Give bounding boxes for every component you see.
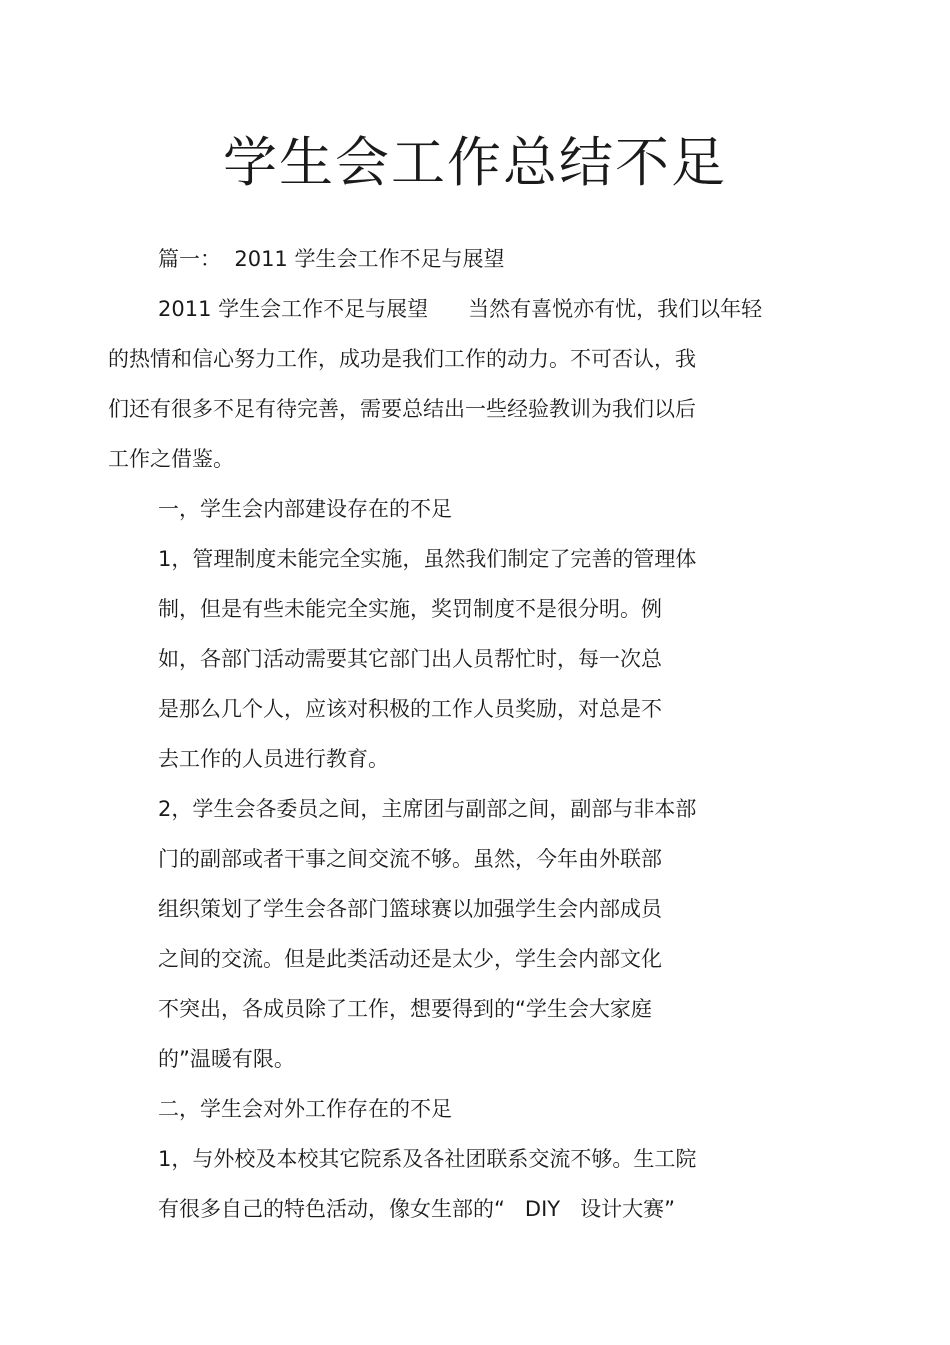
paragraph-line: 如，各部门活动需要其它部门出人员帮忙时，每一次总 [158, 647, 662, 671]
paragraph-line: 之间的交流。但是此类活动还是太少，学生会内部文化 [158, 947, 662, 971]
paragraph-line: 的”温暖有限。 [158, 1047, 295, 1071]
paragraph-line: 1，管理制度未能完全实施，虽然我们制定了完善的管理体 [158, 547, 697, 571]
paragraph-line: 门的副部或者干事之间交流不够。虽然，今年由外联部 [158, 847, 662, 871]
paragraph-line: 是那么几个人，应该对积极的工作人员奖励，对总是不 [158, 697, 662, 721]
paragraph-line: 去工作的人员进行教育。 [158, 747, 389, 771]
section-heading-1: 一，学生会内部建设存在的不足 [158, 497, 452, 521]
paragraph-line: 2，学生会各委员之间，主席团与副部之间，副部与非本部 [158, 797, 697, 821]
paragraph-line: 们还有很多不足有待完善，需要总结出一些经验教训为我们以后 [108, 397, 696, 421]
paragraph-line: 组织策划了学生会各部门篮球赛以加强学生会内部成员 [158, 897, 662, 921]
paragraph-line: 有很多自己的特色活动，像女生部的“ DIY 设计大赛” [158, 1197, 676, 1221]
paragraph-line: 1，与外校及本校其它院系及各社团联系交流不够。生工院 [158, 1147, 697, 1171]
document-title: 学生会工作总结不足 [223, 131, 727, 194]
paragraph-line: 2011 学生会工作不足与展望 当然有喜悦亦有忧，我们以年轻 [158, 297, 763, 321]
paragraph-line: 的热情和信心努力工作，成功是我们工作的动力。不可否认，我 [108, 347, 696, 371]
paragraph-line: 不突出，各成员除了工作，想要得到的“学生会大家庭 [158, 997, 652, 1021]
section-heading-part1: 篇一： 2011 学生会工作不足与展望 [158, 247, 505, 271]
section-heading-2: 二，学生会对外工作存在的不足 [158, 1097, 452, 1121]
paragraph-line: 制，但是有些未能完全实施，奖罚制度不是很分明。例 [158, 597, 662, 621]
paragraph-line: 工作之借鉴。 [108, 447, 234, 471]
